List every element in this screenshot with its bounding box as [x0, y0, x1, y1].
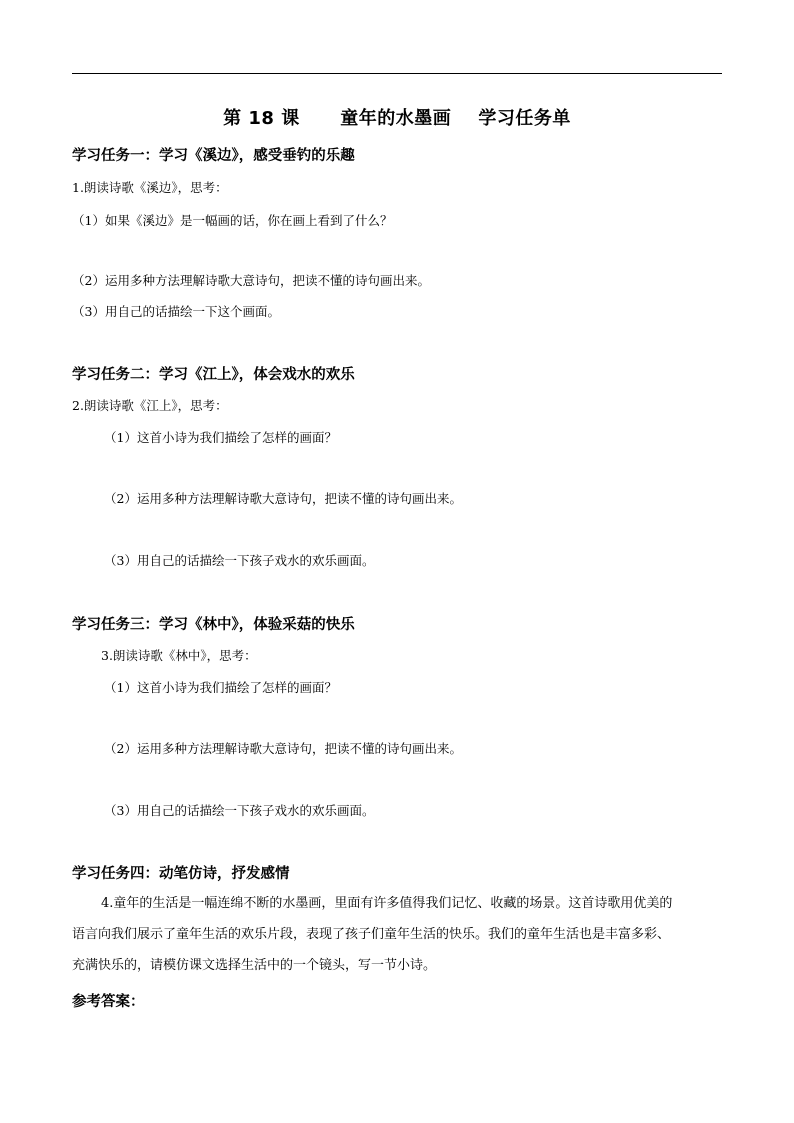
task4-paragraph-line-2: 语言向我们展示了童年生活的欢乐片段，表现了孩子们童年生活的快乐。我们的童年生活也是丰富多彩、 [72, 927, 671, 942]
task3-question-2: （2）运用多种方法理解诗歌大意诗句，把读不懂的诗句画出来。 [104, 741, 462, 756]
task3-heading: 学习任务三：学习《林中》，体验采菇的快乐 [72, 617, 355, 633]
task2-question-1: （1）这首小诗为我们描绘了怎样的画面？ [104, 430, 337, 445]
task1-question-2: （2）运用多种方法理解诗歌大意诗句，把读不懂的诗句画出来。 [72, 273, 430, 288]
task4-paragraph-line-1: 4.童年的生活是一幅连绵不断的水墨画，里面有许多值得我们记忆、收藏的场景。这首诗歌用优美的 [101, 896, 673, 911]
task2-heading: 学习任务二：学习《江上》，体会戏水的欢乐 [72, 367, 355, 383]
answer-heading: 参考答案： [72, 994, 145, 1010]
task1-question-3: （3）用自己的话描绘一下这个画面。 [72, 304, 280, 319]
task2-question-2: （2）运用多种方法理解诗歌大意诗句，把读不懂的诗句画出来。 [104, 491, 462, 506]
page-title: 第 18 课 童年的水墨画 学习任务单 [223, 108, 571, 129]
task3-question-3: （3）用自己的话描绘一下孩子戏水的欢乐画面。 [104, 803, 375, 818]
task3-prompt: 3.朗读诗歌《林中》，思考： [101, 648, 257, 663]
task4-heading: 学习任务四：动笔仿诗，抒发感情 [72, 866, 290, 882]
task1-heading: 学习任务一：学习《溪边》，感受垂钓的乐趣 [72, 148, 355, 164]
task3-question-1: （1）这首小诗为我们描绘了怎样的画面？ [104, 680, 337, 695]
task4-paragraph-line-3: 充满快乐的，请模仿课文选择生活中的一个镜头，写一节小诗。 [72, 958, 437, 973]
task1-prompt: 1.朗读诗歌《溪边》，思考： [72, 180, 228, 195]
header-rule [72, 73, 722, 74]
task2-question-3: （3）用自己的话描绘一下孩子戏水的欢乐画面。 [104, 553, 375, 568]
task2-prompt: 2.朗读诗歌《江上》，思考： [72, 398, 228, 413]
task1-question-1: （1）如果《溪边》是一幅画的话，你在画上看到了什么？ [72, 213, 393, 228]
